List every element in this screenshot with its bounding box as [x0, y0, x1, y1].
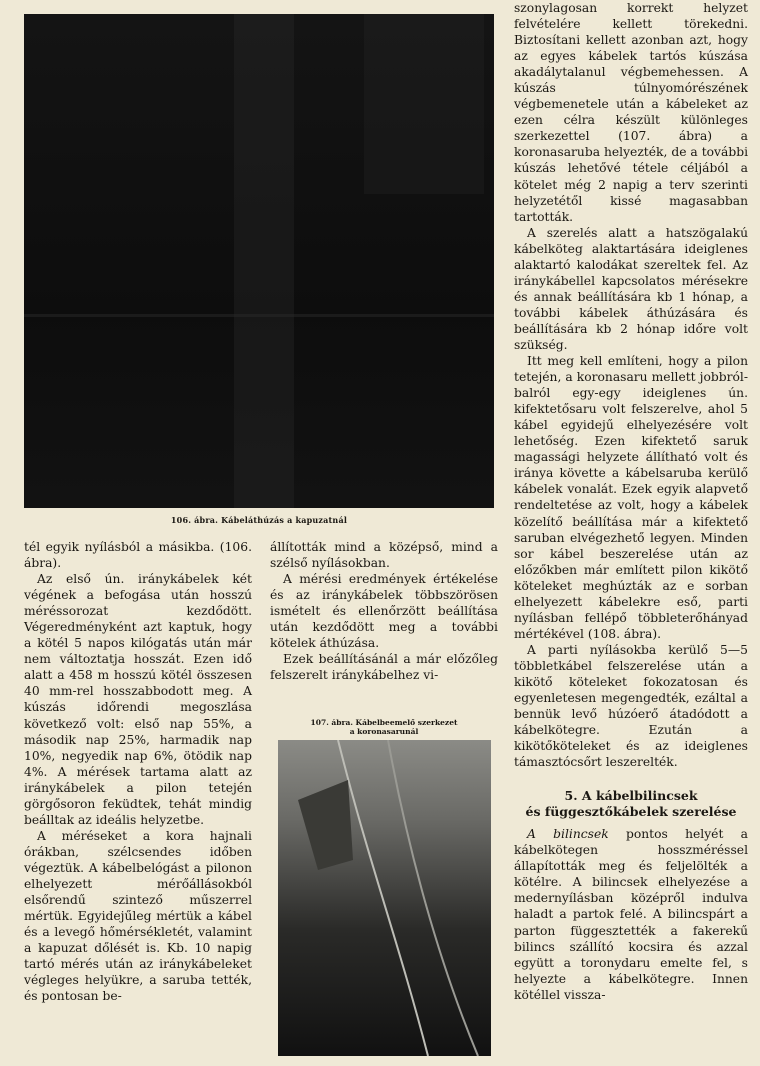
paragraph: A mérési eredmények értékelése és az iránykábelek többszörösen ismételt és ellenőrzött beállítása után kezdődött meg a további kötelek áthúzása. — [270, 572, 498, 651]
figure-107-photo — [278, 740, 491, 1056]
section-heading-line-2: és függesztőkábelek szerelése — [525, 804, 737, 820]
emphasis: A bilincsek — [527, 827, 609, 842]
paragraph: szonylagosan korrekt helyzet felvételére kellett törekedni. Biztosítani kellett azonban azt, hogy az egyes kábelek tartós kúszása akadálytalanul végbemehessen. A kúszás túlnyomórészének végbemenetele után a kábeleket az ezen célra készült különleges szerkezettel (107. ábra) a koronasaruba helyezték, de a további kúszás lehetővé tétele céljából a kötelet még 2 napig a terv szerinti helyzetétől kissé magasabban tartották. — [514, 1, 748, 224]
paragraph: A parti nyílásokba kerülő 5—5 többletkábel felszerelése után a kikötő köteleket fokozatosan és egyenletesen megengedték, ezáltal a bennük levő húzóerő átadódott a kábelkötegre. Ezután a kikötőköteleket és az ideiglenes támasztócsőrt leszerelték. — [514, 642, 748, 770]
section-heading-line-1: 5. A kábelbilincsek — [564, 788, 698, 804]
paragraph: A méréseket a kora hajnali órákban, szélcsendes időben végeztük. A kábelbelógást a pilonon elhelyezett mérőállásokból elsőrendű szintező műszerrel mértük. Egyidejűleg mértük a kábel és a levegő hőmérsékletét, valamint a kapuzat dőlését is. Kb. 10 napig tartó mérés után az iránykábeleket végleges helyükre, a saruba tették, és pontosan be- — [24, 828, 252, 1004]
figure-107-caption-line-2: a koronasarunál — [349, 727, 419, 736]
figure-106-caption: 106. ábra. Kábeláthúzás a kapuzatnál — [170, 515, 348, 525]
figure-107-cables — [278, 740, 491, 1056]
paragraph: A szerelés alatt a hatszögalakú kábelköteg alaktartására ideiglenes alaktartó kalodákat szereltek fel. Az iránykábellel kapcsolatos mérésekre és annak beállítására kb 1 hónap, a további kábelek áthúzására és beállítására kb 2 hónap időre volt szükség. — [514, 225, 748, 352]
column-1 — [24, 539, 252, 1004]
paragraph — [514, 826, 748, 1003]
paragraph-text: pontos helyét a kábelkötegen hosszméréssel állapították meg és feljelölték a kötélre. A bilincsek elhelyezése a medernyílásban középről indulva haladt a partok felé. A bilincspárt a parton függesztették a fakerekű bilincs szállító kocsira és azzal együtt a toronydaru emelte fel, s helyezte a kábelkötegre. Innen kötéllel vissza- — [514, 827, 748, 1002]
paragraph: Ezek beállításánál a már előzőleg felszerelt iránykábelhez vi- — [270, 652, 498, 683]
paragraph: állították mind a középső, mind a szélső nyílásokban. — [270, 540, 498, 571]
paragraph: Itt meg kell említeni, hogy a pilon tetején, a koronasaru mellett jobbról-balról egy-egy ideiglenes ún. kifektetősaru volt felszerelve, ahol 5 kábel egyidejű elhelyezésére volt lehetőség. Ezen kifektető saruk magassági helyzete állítható volt és iránya követte a kábelsaruba kerülő kábelek vonalát. Ezek egyik alapvető rendeltetése az volt, hogy a kábelek közelítő beállítása már a kifektető saruban elvégezhető legyen. Minden sor kábel beszerelése után az előzőkben már említett pilon kikötő köteleket meghúzták az e sorban elhelyezett kábelekre eső, parti nyílásban fellépő többleterőhányad mértékével (108. ábra). — [514, 354, 748, 641]
column-2 — [270, 539, 498, 683]
paragraph: tél egyik nyílásból a másikba. (106. ábra). — [24, 540, 252, 571]
figure-107-caption-line-1: 107. ábra. Kábelbeemelő szerkezet — [310, 718, 458, 727]
figure-106-photo — [24, 14, 494, 508]
section-heading — [514, 788, 748, 820]
column-3 — [514, 0, 748, 1003]
paragraph: Az első ún. iránykábelek két végének a befogása után hosszú méréssorozat kezdődött. Végeredményként azt kaptuk, hogy a kötél 5 napos kilógatás után már nem változtatja hosszát. Ezen idő alatt a 458 m hosszú kötél összesen 40 mm-rel hosszabbodott meg. A kúszás időrendi megoszlása következő volt: első nap 55%, a második nap 25%, harmadik nap 10%, negyedik nap 6%, ötödik nap 4%. A mérések tartama alatt az iránykábelek a pilon tetején görgősoron feküdtek, tehát mindig beálltak az ideális helyzetbe. — [24, 572, 252, 827]
figure-107-caption — [270, 718, 498, 736]
